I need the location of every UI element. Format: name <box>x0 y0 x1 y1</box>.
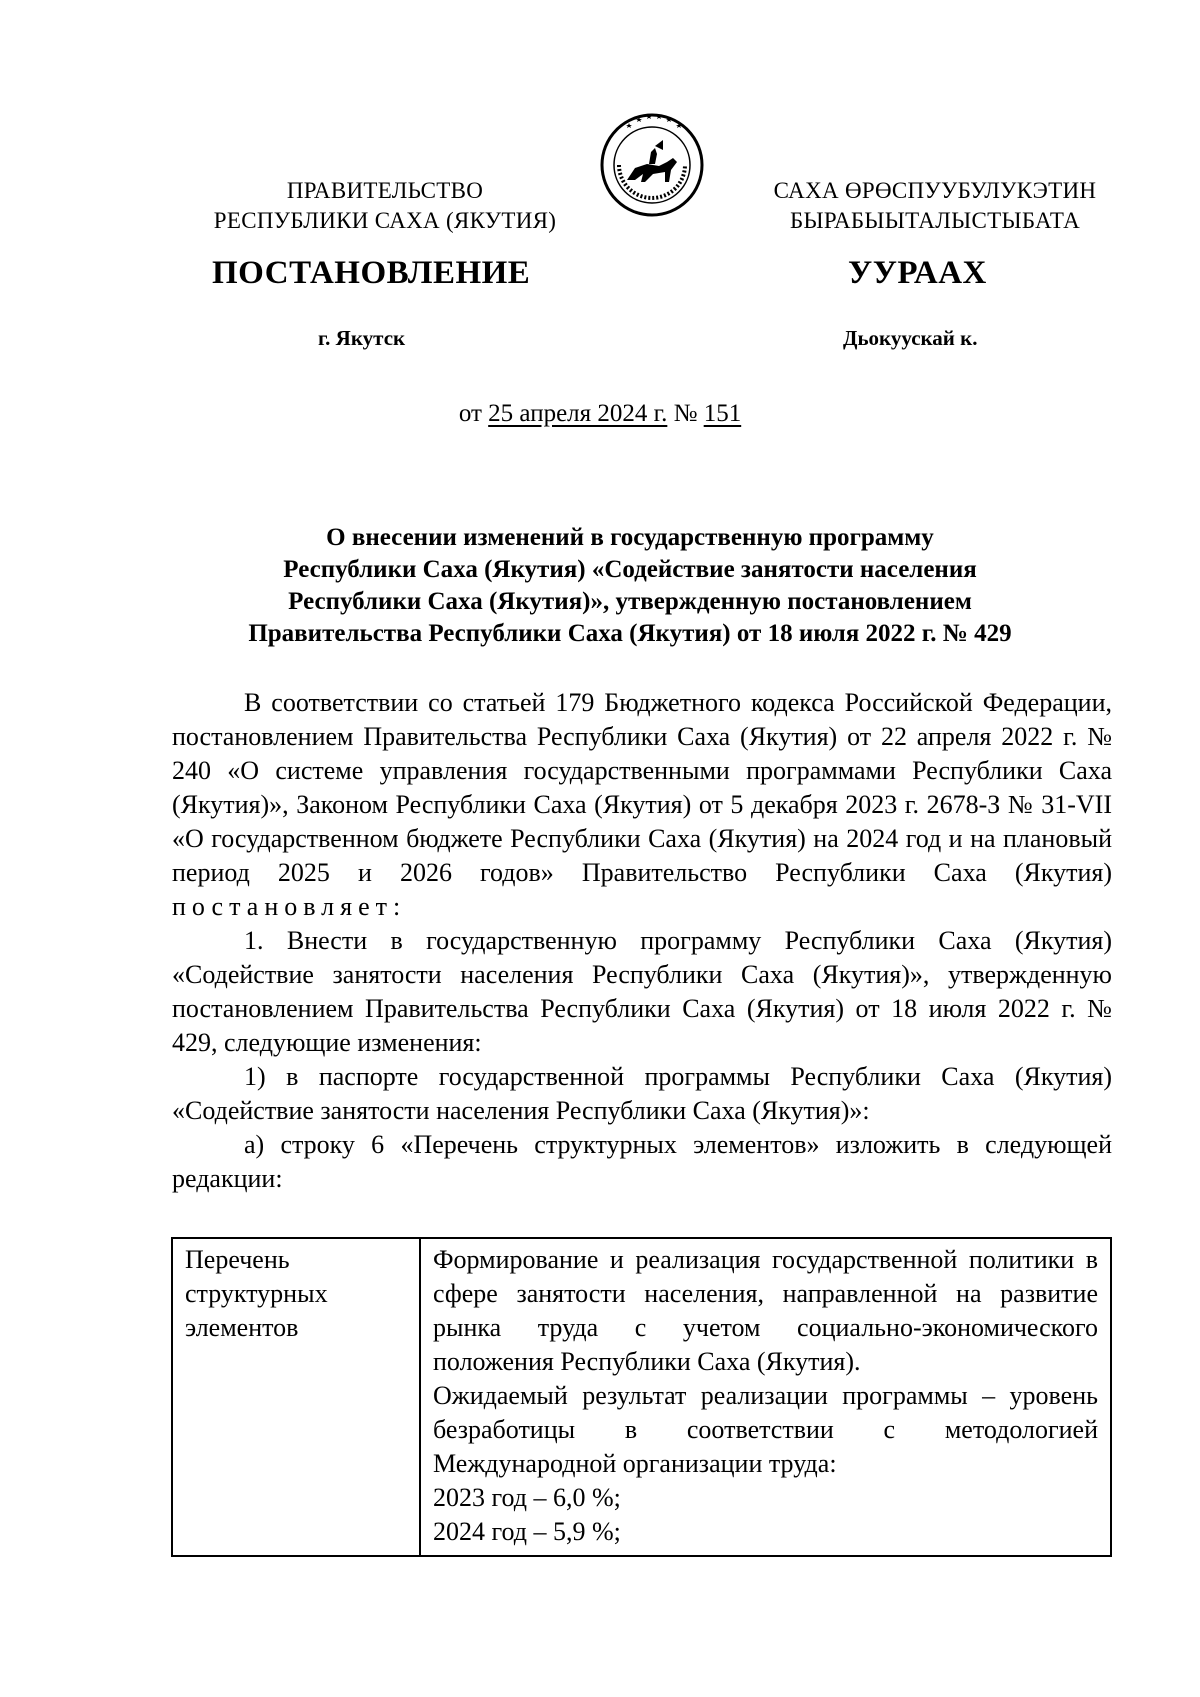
paragraph-item-1: 1. Внести в государственную программу Республики Саха (Якутия) «Содействие занятости населения Республики Саха (Якутия)», утвержденную постановлением Правительства Республики Саха (Якутия) от 18 июля 2022 г. № 429, следующие изменения: <box>172 926 1112 1057</box>
decree-date-number <box>0 400 1200 428</box>
city-ru: г. Якутск <box>318 326 406 350</box>
decree-title-ru: ПОСТАНОВЛЕНИЕ <box>212 255 531 291</box>
header-government-sakha <box>735 176 1135 236</box>
paragraph-subitem-a: а) строку 6 «Перечень структурных элементов» изложить в следующей редакции: <box>172 1130 1112 1193</box>
header-line: САХА ӨРӨСПУУБУЛУКЭТИН <box>773 178 1097 203</box>
header-line: ПРАВИТЕЛЬСТВО <box>286 178 484 203</box>
preamble-resolves: постановляет: <box>172 892 407 921</box>
cell-text: Формирование и реализация государственной политики в сфере занятости населения, направленной на развитие рынка труда с учетом социально-экономического положения Республики Саха (Якутия). <box>433 1245 1098 1376</box>
title-line: Республики Саха (Якутия) «Содействие занятости населения <box>283 556 977 583</box>
document-body <box>172 686 1112 1196</box>
title-line: О внесении изменений в государственную программу <box>326 524 934 551</box>
table-cell-label: Перечень структурных элементов <box>172 1238 420 1556</box>
title-line: Республики Саха (Якутия)», утвержденную постановлением <box>288 588 972 615</box>
decree-date: 25 апреля 2024 г. <box>488 400 668 427</box>
table-cell-content <box>420 1238 1111 1556</box>
number-sign: № <box>673 400 698 427</box>
cell-text: Ожидаемый результат реализации программы – уровень безработицы в соответствии с методологией Международной организации труда: <box>433 1381 1098 1478</box>
table-row <box>172 1238 1111 1556</box>
header-line: БЫРАБЫЫТАЛЫСТЫБАТА <box>789 208 1081 233</box>
header-line: РЕСПУБЛИКИ САХА (ЯКУТИЯ) <box>213 208 557 233</box>
document-title <box>170 522 1090 650</box>
date-prefix: от <box>458 400 482 427</box>
header-government-ru <box>185 176 585 236</box>
decree-title-sakha: УУРААХ <box>848 255 987 291</box>
title-line: Правительства Республики Саха (Якутия) от 18 июля 2022 г. № 429 <box>248 620 1012 647</box>
decree-number: 151 <box>703 400 742 427</box>
city-sakha: Дьокуускай к. <box>843 326 978 350</box>
structural-elements-table <box>171 1237 1112 1557</box>
paragraph-subitem-1: 1) в паспорте государственной программы Республики Саха (Якутия) «Содействие занятости населения Республики Саха (Якутия)»: <box>172 1062 1112 1125</box>
coat-of-arms-emblem-icon <box>597 110 707 220</box>
paragraph-preamble <box>172 686 1112 924</box>
cell-year-line: 2024 год – 5,9 %; <box>433 1517 621 1546</box>
cell-year-line: 2023 год – 6,0 %; <box>433 1483 621 1512</box>
preamble-text: В соответствии со статьей 179 Бюджетного кодекса Российской Федерации, постановлением Правительства Республики Саха (Якутия) от 22 апреля 2022 г. № 240 «О системе управления государственными программами Республики Саха (Якутия)», Законом Республики Саха (Якутия) от 5 декабря 2023 г. 2678-З № 31-VII «О государственном бюджете Республики Саха (Якутия) на 2024 год и на плановый период 2025 и 2026 годов» Правительство Республики Саха (Якутия) <box>172 688 1112 887</box>
